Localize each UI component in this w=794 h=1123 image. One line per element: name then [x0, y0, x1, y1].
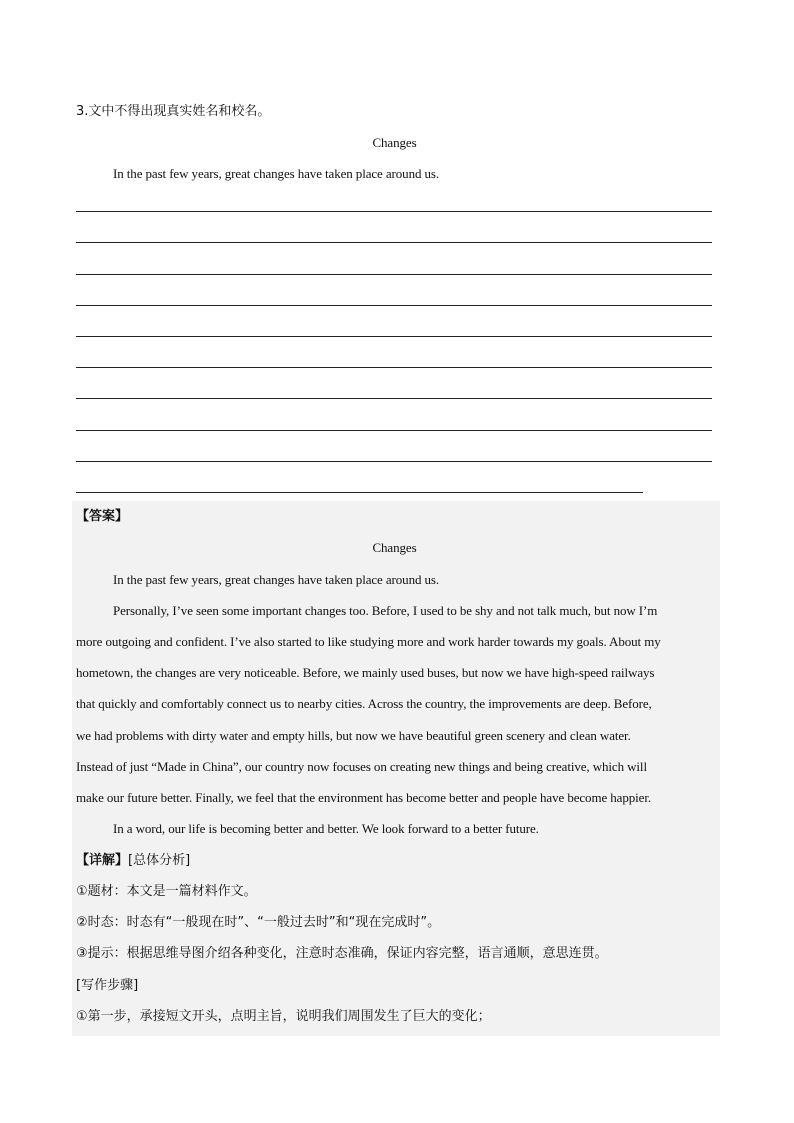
answer-paragraph-2-line: more outgoing and confident. I’ve also started to like studying more and work harder towards my goals. About my — [76, 634, 661, 649]
answer-paragraph-3: In a word, our life is becoming better and better. We look forward to a better future. — [113, 821, 539, 836]
answer-title: Changes — [372, 540, 417, 555]
writing-line — [76, 430, 712, 431]
prompt-opening: In the past few years, great changes have taken place around us. — [113, 166, 440, 181]
analysis-item: ①题材：本文是一篇材料作文。 — [76, 884, 257, 899]
writing-line — [76, 211, 712, 212]
writing-line — [76, 274, 712, 275]
writing-line — [76, 367, 712, 368]
step-item: ①第一步，承接短文开头，点明主旨，说明我们周围发生了巨大的变化； — [76, 1009, 491, 1024]
answer-paragraph-2-line: that quickly and comfortably connect us to nearby cities. Across the country, the improvements are deep. Before, — [76, 696, 652, 711]
writing-line — [76, 398, 712, 399]
answer-paragraph-2-line: make our future better. Finally, we feel that the environment has become better and people have become happier. — [76, 790, 651, 805]
writing-line — [76, 242, 712, 243]
prompt-title: Changes — [372, 135, 417, 150]
steps-heading: [写作步骤] — [76, 978, 139, 993]
writing-line — [76, 336, 712, 337]
answer-paragraph-2-line: Personally, I’ve seen some important changes too. Before, I used to be shy and not talk much, but now I’m — [113, 603, 658, 618]
analysis-item: ③提示：根据思维导图介绍各种变化，注意时态准确，保证内容完整，语言通顺，意思连贯。 — [76, 946, 608, 961]
writing-line — [76, 461, 712, 462]
answer-paragraph-2-line: we had problems with dirty water and empty hills, but now we have beautiful green scenery and clean water. — [76, 728, 631, 743]
answer-paragraph-2-line: Instead of just “Made in China”, our country now focuses on creating new things and being creative, which will — [76, 759, 647, 774]
writing-line-last — [76, 492, 643, 493]
analysis-item: ②时态：时态有“一般现在时”、“一般过去时”和“现在完成时”。 — [76, 915, 441, 930]
answer-paragraph-1: In the past few years, great changes have taken place around us. — [113, 572, 440, 587]
requirement-line: 3.文中不得出现真实姓名和校名。 — [76, 104, 271, 119]
answer-paragraph-2-line: hometown, the changes are very noticeable. Before, we mainly used buses, but now we have high-speed railways — [76, 665, 655, 680]
analysis-label: 【详解】 — [76, 853, 129, 868]
answer-label: 【答案】 — [76, 509, 129, 524]
analysis-subheading: [总体分析] — [128, 853, 191, 868]
writing-line — [76, 305, 712, 306]
analysis-heading — [76, 853, 190, 869]
